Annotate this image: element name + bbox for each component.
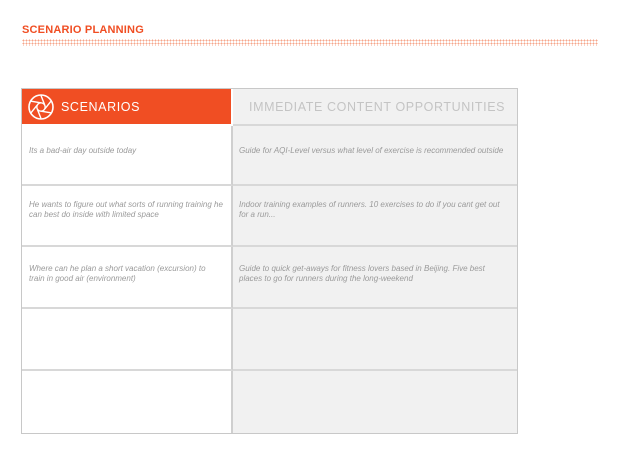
scenario-cell [22,309,233,371]
scenario-cell [22,371,233,433]
opportunity-cell [233,186,517,247]
opportunity-cell [233,126,517,186]
scenarios-header-label: SCENARIOS [61,99,141,114]
scenario-cell [22,247,233,309]
scenario-text: Its a bad-air day outside today [29,146,137,155]
scenario-cell [22,126,233,186]
opportunity-text: Guide to quick get-aways for fitness lovers based in Beijing. Five best places to go for runners during the long-weekend [239,264,485,283]
aperture-icon [27,93,55,121]
scenarios-header [22,89,233,126]
title-dotted-divider [22,39,598,46]
page-title: SCENARIO PLANNING [22,24,144,36]
scenario-cell [22,186,233,247]
scenario-text: He wants to figure out what sorts of running training he can best do inside with limited space [29,200,223,219]
scenario-table [21,88,518,434]
opportunity-cell [233,309,517,371]
opportunity-cell [233,371,517,433]
opportunity-text: Indoor training examples of runners. 10 exercises to do if you cant get out for a run... [239,200,500,219]
scenario-text: Where can he plan a short vacation (excursion) to train in good air (environment) [29,264,206,283]
opportunity-text: Guide for AQI-Level versus what level of exercise is recommended outside [239,146,504,155]
opportunities-header-label: IMMEDIATE CONTENT OPPORTUNITIES [249,99,506,114]
opportunities-header [233,89,517,126]
opportunity-cell [233,247,517,309]
